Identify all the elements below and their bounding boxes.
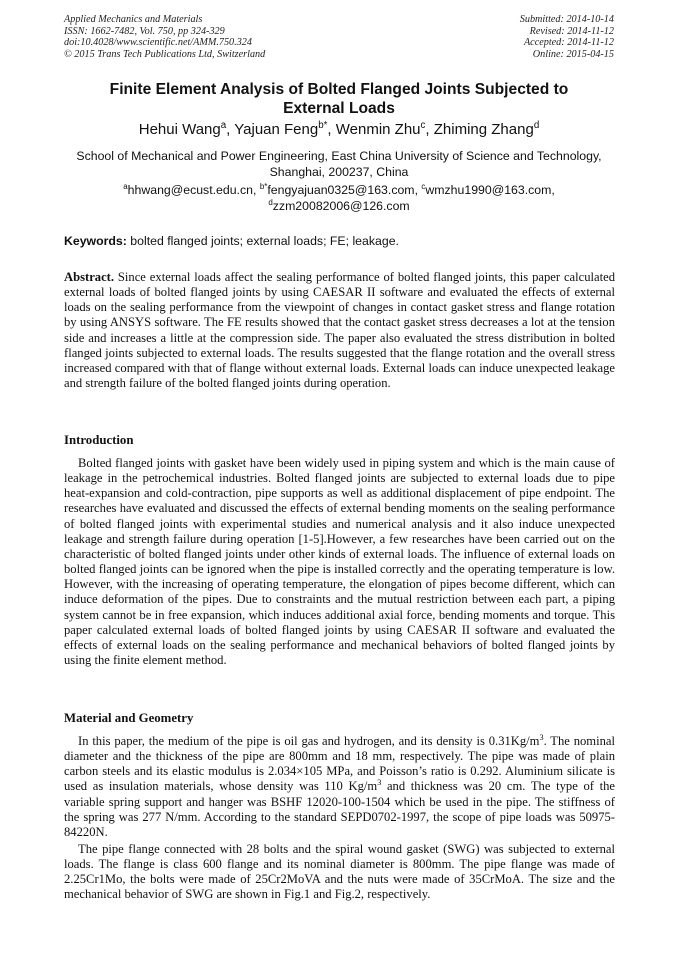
material-paragraph-2: The pipe flange connected with 28 bolts and the spiral wound gasket (SWG) was subjected to external loads. The flange is class 600 flange and its nominal diameter is 800mm. The pipe flange was made of 2.25Cr1Mo, the bolts were made of 25Cr2MoVA and the nuts were made of 35CrMoA. The size and the mechanical behavior of SWG are shown in Fig.1 and Fig.2, respectively. (64, 842, 615, 902)
email: $^c$wmzhu1990@163.com, (421, 181, 555, 197)
date-submitted: Submitted: 2014-10-14 (519, 14, 614, 25)
abstract-text: Since external loads affect the sealing performance of bolted flanged joints, this paper calculated external loads of bolted flanged joints by using CAESAR II software and evaluated the effects of external loads on the sealing performance from the viewpoint of changes in contact gasket stress and flange rotation by using ANSYS software. The FE results showed that the contact gasket stress decreases a lot at the tension side and increases a little at the compression side. The paper also evaluated the stress distribution in bolted flanged joints subjected to external loads. The results suggested that the flange rotation and the overall stress increased compared with that of flange without external loads. External loads can induce unexpected leakage and strength failure of the bolted flanged joints during operation. (64, 270, 615, 391)
email: $^d$zzm20082006@126.com (268, 197, 410, 213)
journal-doi: doi:10.4028/www.scientific.net/AMM.750.324 (64, 37, 252, 49)
abstract-label: Abstract. (64, 270, 115, 284)
keywords (64, 234, 624, 249)
journal-issn: ISSN: 1662-7482, Vol. 750, pp 324-329 (64, 25, 225, 37)
date-online: Online: 2015-04-15 (532, 48, 614, 60)
author: Hehui Wang$^a$, (138, 120, 235, 138)
journal-name: Applied Mechanics and Materials (64, 14, 203, 25)
material-paragraph-1: In this paper, the medium of the pipe is oil gas and hydrogen, and its density is $0.31Kg/m^3$. The nominal diameter and the thickness of the pipe are 800mm and 18 mm, respectively. The pipe was made of plain carbon steels and its elastic modulus is 2.034×105 MPa, and Poisson’s ratio is 0.292. Aluminium silicate is used as insulation materials, whose density was 110 $Kg/m^3$ and thickness was 20 cm. The type of the variable spring support and hanger was BSHF 12020-100-1504 which be used in the pipe. The stiffness of the spring was 277 N/mm. According to the standard SEPD0702-1997, the scope of pipe loads was 50975-84220N. (64, 732, 616, 839)
email: $^{b*}$fengyajuan0325@163.com, (259, 181, 422, 197)
author: Zhiming Zhang$^d$ (433, 120, 540, 138)
introduction-heading: Introduction (64, 433, 134, 447)
introduction-paragraph: Bolted flanged joints with gasket have been widely used in piping system and which is the main cause of leakage in the petrochemical industries. Bolted flanged joints are subjected to external loads due to pipe heat-expansion and cold-contraction, pipe supports as well as additional displacement of pipe endpoint. The researches have evaluated and discussed the effects of external bending moments on the sealing performance of bolted flanged joints with experimental studies and numerical analysis and it also induce unexpected leakage and strength failure during operation [1-5].However, a few researches have been carried out on the characteristic of bolted flanged joints under other kinds of external loads. The influence of external loads on bolted flanged joints can be ignored when the pipe is installed correctly and the operating temperature is low. However, with the increasing of operating temperature, the elongation of pipes become different, which can induce deformation of the pipes. Due to constraints and the mutual restriction between each part, a piping system cannot be in free expansion, which induces additional axial force, bending moments and torque. This paper calculated external loads of bolted flanged joints by using CAESAR II software and evaluated the effects of external loads on the sealing performance and mechanical behaviors of bolted flanged joints by using the finite element method. (64, 456, 615, 668)
email: $^a$hhwang@ecust.edu.cn, (123, 181, 260, 197)
keywords-text: bolted flanged joints; external loads; FE; leakage. (126, 234, 399, 248)
material-heading: Material and Geometry (64, 711, 194, 725)
date-revised: Revised: 2014-11-12 (529, 25, 614, 37)
email-list (90, 183, 588, 214)
journal-header-right (520, 14, 614, 60)
abstract (64, 270, 615, 391)
author-list (40, 121, 638, 139)
author: Wenmin Zhu$^c$, (335, 120, 434, 138)
paper-title: Finite Element Analysis of Bolted Flanged Joints Subjected to External Loads (109, 81, 569, 117)
keywords-label: Keywords: (64, 234, 127, 248)
journal-header-left (64, 14, 265, 60)
affiliation: School of Mechanical and Power Engineering, East China University of Science and Technology, Shanghai, 200237, China (76, 149, 602, 179)
date-accepted: Accepted: 2014-11-12 (523, 37, 614, 49)
journal-copyright: © 2015 Trans Tech Publications Ltd, Switzerland (64, 48, 266, 60)
author: Yajuan Feng$^{b*}$, (234, 120, 336, 138)
